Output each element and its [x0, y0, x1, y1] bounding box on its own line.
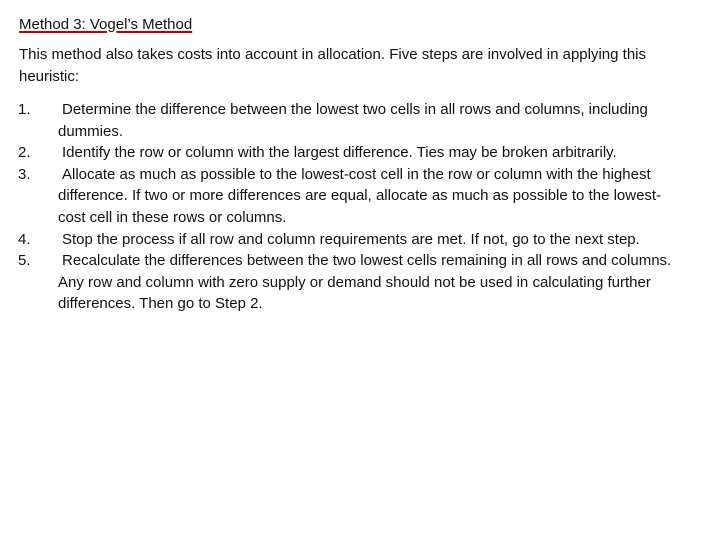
step-text: Allocate as much as possible to the lowest-cost cell in the row or column with the highest difference. If two or more differences are equal, allocate as much as possible to the lowest-cost cell in these rows or columns. [58, 165, 662, 226]
step-number: 5. [18, 252, 31, 270]
step-text: Identify the row or column with the largest difference. Ties may be broken arbitrarily. [62, 144, 617, 162]
step-text: Stop the process if all row and column requirements are met. If not, go to the next step. [62, 230, 640, 248]
list-item [18, 250, 688, 315]
intro-paragraph: This method also takes costs into account in allocation. Five steps are involved in applying this heuristic: [19, 46, 646, 85]
step-number: 1. [18, 101, 31, 118]
list-item [18, 99, 688, 142]
steps-list [18, 99, 688, 315]
list-item [18, 164, 688, 229]
page-title: Method 3: Vogel’s Method [19, 16, 193, 33]
step-number: 3. [18, 165, 31, 183]
list-item [18, 229, 688, 251]
step-text: Determine the difference between the lowest two cells in all rows and columns, including dummies. [58, 101, 648, 140]
step-text: Recalculate the differences between the two lowest cells remaining in all rows and columns. Any row and column with zero supply or demand should not be used in calculating further differences. Then go to Step 2. [58, 252, 672, 313]
step-number: 2. [18, 144, 31, 162]
list-item [18, 142, 688, 164]
step-number: 4. [18, 230, 31, 248]
